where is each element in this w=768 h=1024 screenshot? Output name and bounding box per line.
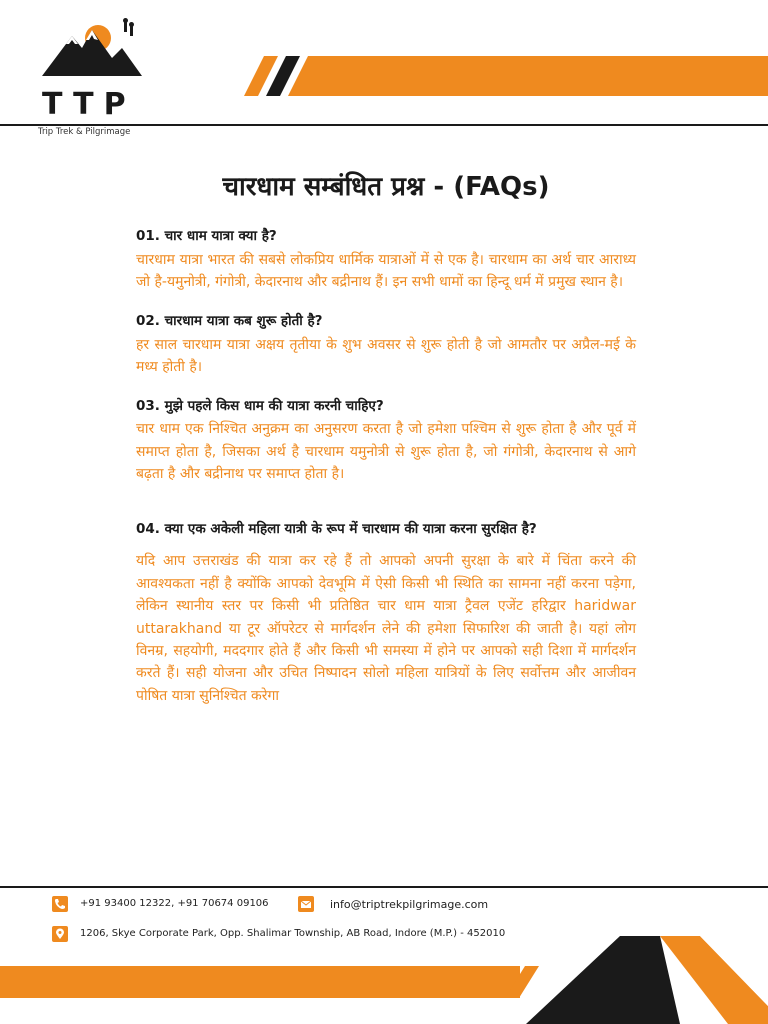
footer-phone: +91 93400 12322, +91 70674 09106 xyxy=(80,898,269,909)
logo-text: TTP xyxy=(42,87,136,122)
page-header xyxy=(0,0,768,137)
faq-question: 01. चार धाम यात्रा क्या है? xyxy=(136,228,277,245)
mountain-logo-icon xyxy=(42,18,142,78)
faq-answer: चारधाम यात्रा भारत की सबसे लोकप्रिय धार्मिक यात्राओं में से एक है। चारधाम का अर्थ चार आराध्य जो है-यमुनोत्री, गंगोत्री, केदारनाथ और बद्रीनाथ हैं। इन सभी धामों का हिन्दू धर्म में प्रमुख स्थान है। xyxy=(136,252,636,291)
mail-icon xyxy=(298,896,314,912)
footer-address: 1206, Skye Corporate Park, Opp. Shalimar Township, AB Road, Indore (M.P.) - 452010 xyxy=(80,928,506,939)
faq-answer: यदि आप उत्तराखंड की यात्रा कर रहे हैं तो आपको अपनी सुरक्षा के बारे में चिंता करने की आवश्यकता नहीं है क्योंकि आपको देवभूमि में ऐसी किसी भी स्थिति का सामना नहीं करना पड़ेगा, लेकिन स्थानीय स्तर पर किसी भी प्रतिष्ठित चार धाम यात्रा ट्रैवल एजेंट हरिद्वार haridwar uttarakhand या टूर ऑपरेटर से मार्गदर्शन लेने की हमेशा सिफारिश की जाती है। यहां लोग विनम्र, सहयोगी, मददगार होते हैं और किसी भी समस्या में होने पर आपको सही दिशा में मार्गदर्शन करते हैं। सही योजना और उचित निष्पादन सोलो महिला यात्रियों के लिए सर्वोत्तम और आजीवन पोषित यात्रा सुनिश्चित करेगा xyxy=(136,553,636,704)
faq-item-4 xyxy=(136,520,636,708)
footer-email: info@triptrekpilgrimage.com xyxy=(330,898,489,911)
company-logo xyxy=(30,18,160,137)
header-divider xyxy=(0,124,768,126)
logo-tagline: Trip Trek & Pilgrimage xyxy=(38,127,131,137)
footer-divider xyxy=(0,886,768,888)
faq-question: 02. चारधाम यात्रा कब शुरू होती है? xyxy=(136,312,323,329)
footer-stripes-decoration xyxy=(0,936,768,1024)
faq-item-1 xyxy=(136,227,636,294)
faq-question: 04. क्या एक अकेली महिला यात्री के रूप में चारधाम की यात्रा करना सुरक्षित है? xyxy=(136,520,537,537)
faq-item-2 xyxy=(136,312,636,379)
header-stripes-decoration xyxy=(230,56,768,96)
faq-document xyxy=(136,172,636,725)
faq-question: 03. मुझे पहले किस धाम की यात्रा करनी चाहिए? xyxy=(136,397,384,414)
page-title: चारधाम सम्बंधित प्रश्न - (FAQs) xyxy=(222,172,550,202)
faq-answer: चार धाम एक निश्चित अनुक्रम का अनुसरण करता है जो हमेशा पश्चिम से शुरू होता है और पूर्व में समाप्त होता है, जिसका अर्थ है चारधाम यमुनोत्री से शुरू होता है, जो गंगोत्री, केदारनाथ से आगे बढ़ता है और बद्रीनाथ पर समाप्त होता है। xyxy=(136,421,636,483)
faq-answer: हर साल चारधाम यात्रा अक्षय तृतीया के शुभ अवसर से शुरू होती है जो आमतौर पर अप्रैल-मई के मध्य होती है। xyxy=(136,336,636,376)
phone-icon xyxy=(52,896,68,912)
faq-item-3 xyxy=(136,397,636,486)
